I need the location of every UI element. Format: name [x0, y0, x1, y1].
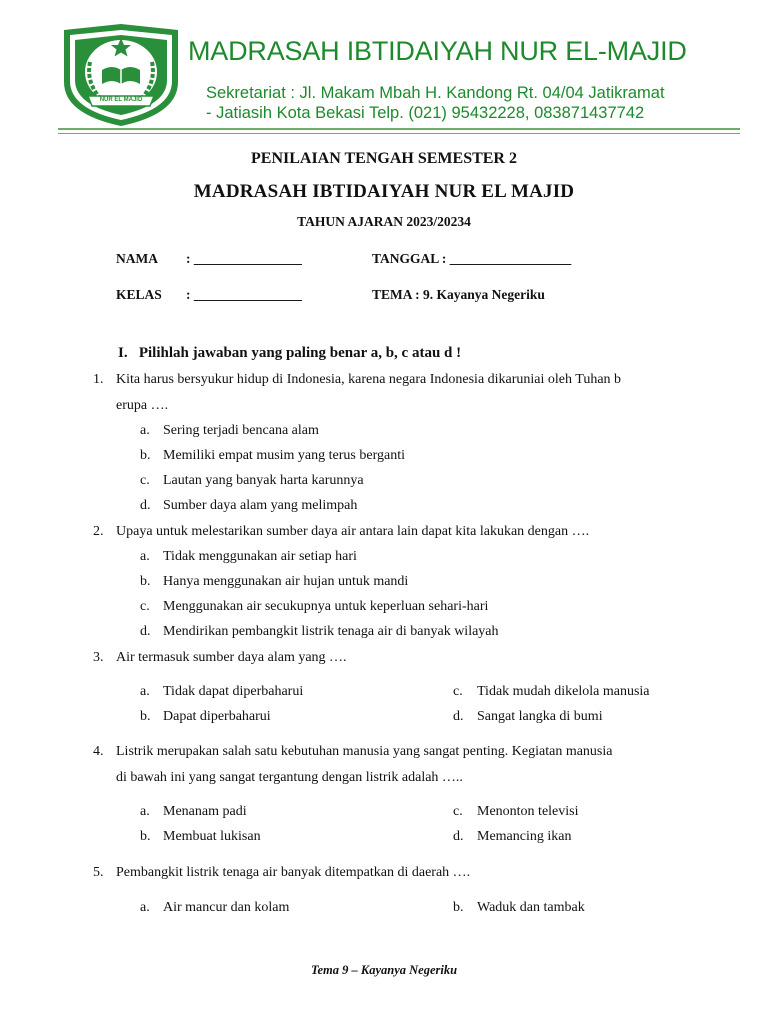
header-divider — [58, 128, 740, 130]
question-text-line: erupa …. — [116, 398, 169, 413]
option-text[interactable]: Menggunakan air secukupnya untuk keperluan sehari-hari — [163, 599, 489, 614]
school-name: MADRASAH IBTIDAIYAH NUR EL-MAJID — [188, 36, 687, 66]
nama-field[interactable]: : ________________ — [186, 251, 302, 266]
option-text[interactable]: Sangat langka di bumi — [477, 709, 603, 724]
option-letter: b. — [453, 900, 464, 915]
option-text[interactable]: Hanya menggunakan air hujan untuk mandi — [163, 574, 409, 589]
option-text[interactable]: Dapat diperbaharui — [163, 709, 271, 724]
question-number: 2. — [93, 524, 104, 539]
school-logo — [58, 22, 184, 128]
header-divider-thin — [58, 133, 740, 134]
option-text[interactable]: Tidak mudah dikelola manusia — [477, 684, 650, 699]
option-text[interactable]: Menanam padi — [163, 804, 247, 819]
option-text[interactable]: Lautan yang banyak harta karunnya — [163, 473, 364, 488]
section-number: I. — [118, 345, 128, 361]
option-letter: d. — [453, 829, 464, 844]
question-text-line: di bawah ini yang sangat tergantung dengan listrik adalah ….. — [116, 770, 463, 785]
nama-label: NAMA — [116, 251, 158, 266]
tanggal-field[interactable]: TANGGAL : __________________ — [372, 251, 572, 266]
question-number: 4. — [93, 744, 104, 759]
question-text-line: Kita harus bersyukur hidup di Indonesia, karena negara Indonesia dikaruniai oleh Tuhan b — [116, 372, 622, 387]
option-text[interactable]: Sering terjadi bencana alam — [163, 423, 319, 438]
option-letter: d. — [453, 709, 464, 724]
page-footer: Tema 9 – Kayanya Negeriku — [310, 963, 458, 977]
option-text[interactable]: Tidak menggunakan air setiap hari — [163, 549, 357, 564]
tema-label: TEMA : 9. Kayanya Negeriku — [372, 287, 545, 302]
question-text-line: Listrik merupakan salah satu kebutuhan manusia yang sangat penting. Kegiatan manusia — [116, 744, 613, 759]
option-letter: b. — [140, 448, 151, 463]
option-text[interactable]: Mendirikan pembangkit listrik tenaga air di banyak wilayah — [163, 624, 499, 639]
option-text[interactable]: Tidak dapat diperbaharui — [163, 684, 304, 699]
address-line-2: - Jatiasih Kota Bekasi Telp. (021) 95432228, 083871437742 — [206, 104, 645, 122]
option-letter: a. — [140, 549, 150, 564]
question-text-line: Pembangkit listrik tenaga air banyak ditempatkan di daerah …. — [116, 865, 471, 880]
exam-year: TAHUN AJARAN 2023/20234 — [297, 214, 471, 229]
option-text[interactable]: Membuat lukisan — [163, 829, 261, 844]
logo-banner-text: NUR EL MAJID — [99, 97, 143, 103]
option-text[interactable]: Sumber daya alam yang melimpah — [163, 498, 358, 513]
address-line-1: Sekretariat : Jl. Makam Mbah H. Kandong Rt. 04/04 Jatikramat — [206, 84, 665, 102]
option-letter: c. — [453, 804, 463, 819]
question-text-line: Air termasuk sumber daya alam yang …. — [116, 650, 347, 665]
section-heading — [118, 345, 461, 362]
option-letter: d. — [140, 498, 151, 513]
option-letter: c. — [453, 684, 463, 699]
option-text[interactable]: Menonton televisi — [477, 804, 579, 819]
option-letter: d. — [140, 624, 151, 639]
option-letter: a. — [140, 900, 150, 915]
option-letter: b. — [140, 574, 151, 589]
section-title: Pilihlah jawaban yang paling benar a, b, c atau d ! — [138, 345, 462, 361]
option-text[interactable]: Air mancur dan kolam — [163, 900, 290, 915]
kelas-label: KELAS — [116, 287, 162, 302]
option-letter: b. — [140, 829, 151, 844]
option-letter: c. — [140, 473, 150, 488]
option-text[interactable]: Memiliki empat musim yang terus berganti — [163, 448, 405, 463]
question-text-line: Upaya untuk melestarikan sumber daya air antara lain dapat kita lakukan dengan …. — [116, 524, 590, 539]
exam-title: PENILAIAN TENGAH SEMESTER 2 — [251, 150, 517, 167]
question-number: 1. — [93, 372, 104, 387]
option-text[interactable]: Waduk dan tambak — [477, 900, 585, 915]
question-number: 5. — [93, 865, 104, 880]
question-number: 3. — [93, 650, 104, 665]
option-text[interactable]: Memancing ikan — [477, 829, 572, 844]
option-letter: a. — [140, 684, 150, 699]
option-letter: a. — [140, 423, 150, 438]
exam-school: MADRASAH IBTIDAIYAH NUR EL MAJID — [193, 181, 575, 202]
kelas-field[interactable]: : ________________ — [186, 287, 302, 302]
option-letter: c. — [140, 599, 150, 614]
option-letter: a. — [140, 804, 150, 819]
option-letter: b. — [140, 709, 151, 724]
